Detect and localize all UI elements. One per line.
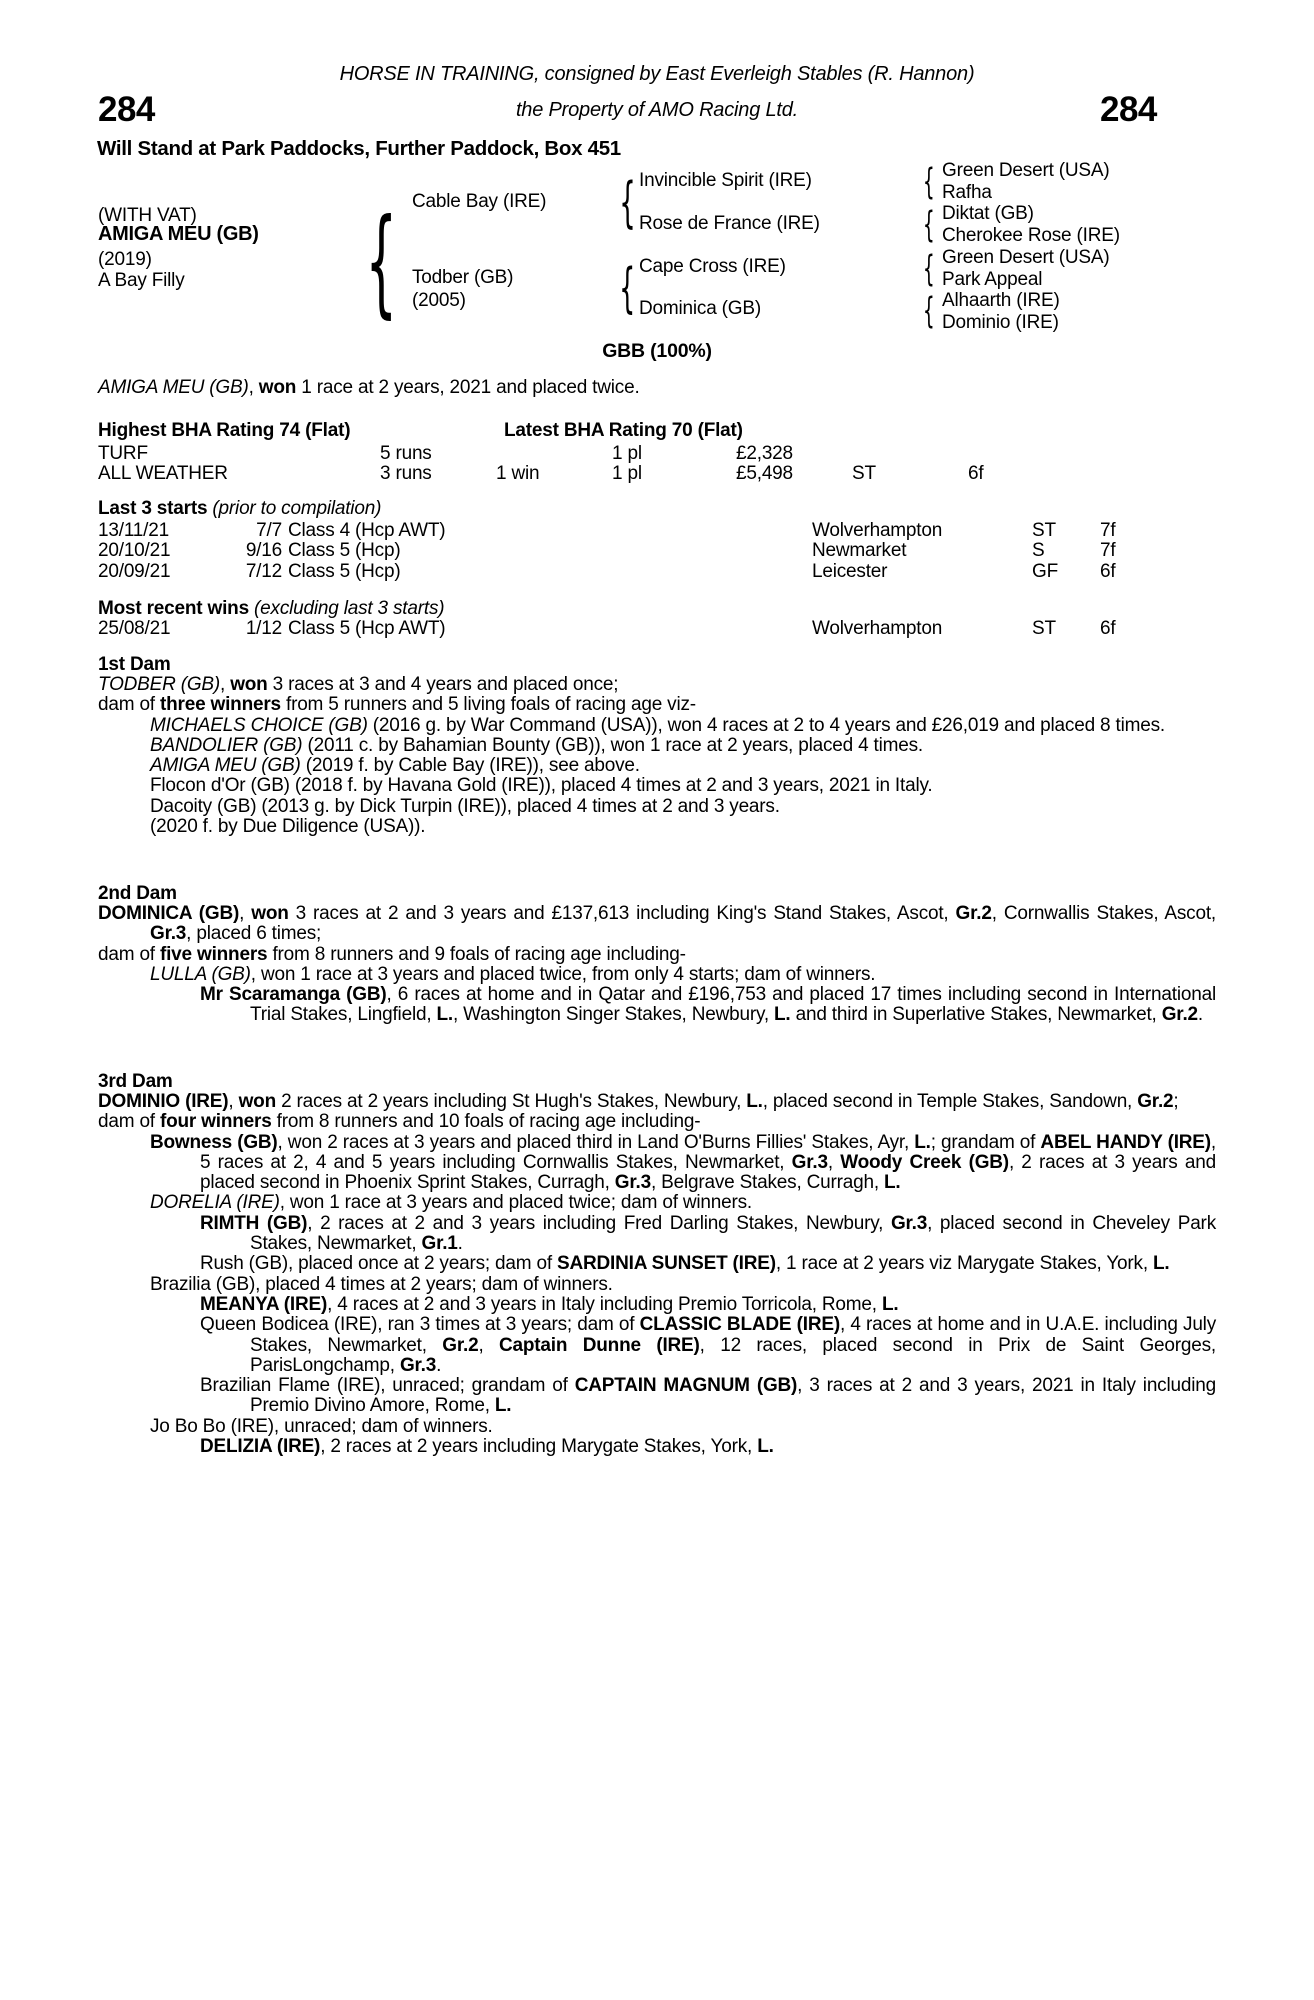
surface-cell: ALL WEATHER xyxy=(98,463,228,485)
text-run: won xyxy=(258,377,297,398)
text-run: Mr Scaramanga (GB) xyxy=(200,984,387,1006)
text-run: L. xyxy=(884,1172,901,1194)
text-run: , 2 races at 2 years including Marygate Stakes, York, xyxy=(320,1436,758,1458)
text-run: Brazilia (GB), placed 4 times at 2 years; dam of winners. xyxy=(150,1273,613,1295)
pedigree-brace: { xyxy=(923,290,935,332)
text-run: won xyxy=(230,674,268,695)
date-cell: 20/09/21 xyxy=(98,560,171,582)
going-cell: GF xyxy=(1032,560,1058,582)
pedigree-paragraph xyxy=(98,1193,1216,1213)
text-run: Gr.2 xyxy=(442,1334,479,1356)
course-cell: Newmarket xyxy=(812,540,907,562)
pedigree-brace: { xyxy=(923,161,935,203)
course-cell: Wolverhampton xyxy=(812,520,943,541)
text-run: SARDINIA SUNSET (IRE) xyxy=(557,1253,776,1275)
date-cell: 20/10/21 xyxy=(98,540,171,562)
text-run: RIMTH (GB) xyxy=(200,1212,308,1234)
text-run: , placed 6 times; xyxy=(186,923,322,945)
dam-dam-name: Dominica (GB) xyxy=(639,298,761,319)
horse-sex-colour: A Bay Filly xyxy=(98,270,185,291)
text-run: from 5 runners and 5 living foals of racing age viz- xyxy=(280,694,696,716)
text-run: four winners xyxy=(159,1111,272,1133)
position-cell: 7/7 xyxy=(256,520,282,541)
pedigree-brace: { xyxy=(618,257,636,319)
text-run: , xyxy=(478,1334,499,1356)
text-run: L. xyxy=(757,1436,774,1458)
position-cell: 1/12 xyxy=(245,618,282,639)
text-run: , xyxy=(239,903,252,924)
pedigree-paragraph xyxy=(98,716,1216,736)
text-run: five winners xyxy=(159,943,268,965)
text-run: and third in Superlative Stakes, Newmarket, xyxy=(790,1004,1162,1026)
pedigree-paragraph xyxy=(98,985,1216,1026)
text-run: Gr.3 xyxy=(890,1212,928,1234)
sire-dam-dam-name: Cherokee Rose (IRE) xyxy=(942,225,1120,246)
pedigree-paragraph xyxy=(98,756,1216,776)
ratings-row xyxy=(98,463,1228,483)
position-cell: 7/12 xyxy=(245,560,282,582)
distance-cell: 7f xyxy=(1100,540,1116,562)
text-run: MICHAELS CHOICE (GB) xyxy=(150,714,368,736)
text-run: (2011 c. by Bahamian Bounty (GB)), won 1 race at 2 years, placed 4 times. xyxy=(302,734,924,756)
pedigree-paragraph xyxy=(98,1214,1216,1255)
text-run: DOMINICA (GB) xyxy=(98,903,240,924)
text-run: ; grandam of xyxy=(930,1131,1041,1153)
text-run: , Washington Singer Stakes, Newbury, xyxy=(453,1004,775,1026)
text-run: , 4 races at home and in U.A.E. including July Stakes, Newmarket, xyxy=(250,1314,1217,1356)
lot-number-right: 284 xyxy=(1100,90,1157,129)
text-run: , xyxy=(827,1151,841,1173)
vat-note: (WITH VAT) xyxy=(98,205,197,226)
text-run: DORELIA (IRE) xyxy=(150,1192,280,1214)
text-run: dam of xyxy=(98,694,160,716)
ratings-row xyxy=(98,443,1228,463)
text-run: Captain Dunne (IRE) xyxy=(499,1334,700,1356)
dam-heading: 1st Dam xyxy=(98,654,171,675)
date-cell: 13/11/21 xyxy=(98,520,169,541)
distance-cell: 7f xyxy=(1100,520,1116,541)
dam-heading: 3rd Dam xyxy=(98,1071,173,1092)
text-run: Gr.2 xyxy=(955,903,992,924)
text-run: (2019 f. by Cable Bay (IRE)), see above. xyxy=(300,755,640,777)
text-run: AMIGA MEU (GB) xyxy=(150,755,301,777)
latest-rating-label: Latest BHA Rating 70 (Flat) xyxy=(504,420,743,441)
bha-ratings-heading xyxy=(98,420,1216,442)
text-run: , won 1 race at 3 years and placed twice, from only 4 starts; dam of winners. xyxy=(250,963,876,985)
text-run: LULLA (GB) xyxy=(150,963,251,985)
text-run: dam of xyxy=(98,1111,160,1133)
text-run: Gr.3 xyxy=(399,1354,437,1376)
pedigree-paragraph xyxy=(98,1254,1216,1274)
third-dam-section xyxy=(98,1071,1216,1457)
pedigree-paragraph xyxy=(98,1295,1216,1315)
last-starts-heading xyxy=(98,498,381,520)
text-run: won xyxy=(238,1091,276,1112)
pedigree-paragraph xyxy=(98,1376,1216,1417)
sire-sire-sire-name: Green Desert (USA) xyxy=(942,160,1110,181)
recent-wins-heading xyxy=(98,598,444,620)
text-run: Gr.3 xyxy=(150,923,187,945)
pedigree-brace: { xyxy=(923,204,935,246)
text-run: BANDOLIER (GB) xyxy=(150,734,303,756)
pedigree-paragraph xyxy=(98,817,1216,837)
pedigree-paragraph xyxy=(98,945,1216,965)
pedigree-paragraph xyxy=(98,1275,1216,1295)
text-run: (2016 g. by War Command (USA)), won 4 races at 2 to 4 years and £26,019 and placed 8 times. xyxy=(367,714,1165,736)
pedigree-paragraph xyxy=(98,695,1216,715)
class-cell: Class 5 (Hcp) xyxy=(288,540,401,562)
dam-year: (2005) xyxy=(412,290,466,311)
text-run: L. xyxy=(881,1293,899,1315)
last-starts-subtitle: (prior to compilation) xyxy=(207,498,382,519)
text-run: Bowness (GB) xyxy=(150,1131,278,1153)
text-run: TODBER (GB) xyxy=(98,674,221,695)
runs-cell: 3 runs xyxy=(380,463,432,485)
text-run: L. xyxy=(494,1395,512,1417)
going-cell: ST xyxy=(1032,618,1056,639)
class-cell: Class 4 (Hcp AWT) xyxy=(288,520,446,541)
lot-number-left: 284 xyxy=(98,90,155,129)
sire-dam-sire-name: Diktat (GB) xyxy=(942,203,1034,224)
text-run: , 5 races at 2, 4 and 5 years including Cornwallis Stakes, Newmarket, xyxy=(200,1131,1216,1173)
pedigree-paragraph xyxy=(98,1437,1216,1457)
text-run: Dacoity (GB) (2013 g. by Dick Turpin (IRE)), placed 4 times at 2 and 3 years. xyxy=(150,795,780,817)
pedigree-paragraph xyxy=(98,797,1216,817)
text-run: . xyxy=(1197,1004,1203,1026)
text-run: 3 races at 2 and 3 years and £137,613 including King's Stand Stakes, Ascot, xyxy=(288,903,956,924)
distance-cell: 6f xyxy=(1100,618,1116,639)
text-run: , 2 races at 3 years and placed second in Phoenix Sprint Stakes, Curragh, xyxy=(200,1151,1216,1194)
distance-cell: 6f xyxy=(1100,560,1116,582)
text-run: , xyxy=(220,674,231,695)
owner-line: the Property of AMO Racing Ltd. xyxy=(515,99,799,121)
text-run: Jo Bo Bo (IRE), unraced; dam of winners. xyxy=(150,1415,493,1437)
text-run: 1 race at 2 years, 2021 and placed twice. xyxy=(296,377,640,398)
earnings-cell: £5,498 xyxy=(736,463,793,485)
text-run: from 8 runners and 10 foals of racing age including- xyxy=(271,1111,701,1133)
second-dam-section xyxy=(98,883,1216,1026)
text-run: L. xyxy=(746,1091,763,1112)
pedigree-paragraph xyxy=(98,904,1216,945)
dam-sire-dam-name: Park Appeal xyxy=(942,269,1043,290)
places-cell: 1 pl xyxy=(612,443,642,464)
places-cell: 1 pl xyxy=(612,463,642,485)
text-run: . xyxy=(457,1233,463,1255)
text-run: ABEL HANDY (IRE) xyxy=(1040,1131,1211,1153)
text-run: Queen Bodicea (IRE), ran 3 times at 3 years; dam of xyxy=(200,1314,640,1336)
text-run: AMIGA MEU (GB) xyxy=(98,377,249,398)
course-cell: Wolverhampton xyxy=(812,618,943,639)
pedigree-paragraph xyxy=(98,1092,1216,1112)
position-cell: 9/16 xyxy=(245,540,282,562)
class-cell: Class 5 (Hcp AWT) xyxy=(288,618,446,639)
wins-cell: 1 win xyxy=(496,463,540,485)
going-cell: ST xyxy=(852,463,876,485)
pedigree-paragraph xyxy=(98,736,1216,756)
going-cell: S xyxy=(1032,540,1045,562)
pedigree-paragraph xyxy=(98,1315,1216,1376)
recent-wins-table xyxy=(98,618,1228,638)
dam-name: Todber (GB) xyxy=(412,267,514,288)
text-run: three winners xyxy=(159,694,281,716)
dam-dam-dam-name: Dominio (IRE) xyxy=(942,312,1059,333)
first-dam-section xyxy=(98,654,1216,837)
dam-sire-name: Cape Cross (IRE) xyxy=(639,256,786,277)
horse-name: AMIGA MEU (GB) xyxy=(98,223,259,245)
highest-rating-label: Highest BHA Rating 74 (Flat) xyxy=(98,420,351,441)
text-run: Gr.1 xyxy=(421,1233,458,1255)
dam-dam-sire-name: Alhaarth (IRE) xyxy=(942,290,1060,311)
pedigree-brace: { xyxy=(923,248,935,290)
text-run: 2 races at 2 years including St Hugh's Stakes, Newbury, xyxy=(275,1091,747,1112)
text-run: dam of xyxy=(98,943,160,965)
text-run: L. xyxy=(774,1004,791,1026)
text-run: DOMINIO (IRE) xyxy=(98,1091,229,1112)
text-run: MEANYA (IRE) xyxy=(200,1293,328,1315)
class-cell: Class 5 (Hcp) xyxy=(288,560,401,582)
pedigree-paragraph xyxy=(98,1112,1216,1132)
dam-sire-sire-name: Green Desert (USA) xyxy=(942,247,1110,268)
sire-sire-dam-name: Rafha xyxy=(942,182,992,203)
consignor-line: HORSE IN TRAINING, consigned by East Everleigh Stables (R. Hannon) xyxy=(339,63,975,85)
runs-cell: 5 runs xyxy=(380,443,432,464)
text-run: Rush (GB), placed once at 2 years; dam of xyxy=(200,1253,557,1275)
sire-dam-name: Rose de France (IRE) xyxy=(639,213,820,234)
text-run: , 2 races at 2 and 3 years including Fred Darling Stakes, Newbury, xyxy=(307,1212,891,1234)
last-starts-title: Last 3 starts xyxy=(98,498,208,519)
text-run: Gr.3 xyxy=(614,1172,651,1194)
text-run: , 1 race at 2 years viz Marygate Stakes, York, xyxy=(775,1253,1154,1275)
text-run: Woody Creek (GB) xyxy=(840,1151,1009,1173)
course-cell: Leicester xyxy=(812,560,888,582)
pedigree-paragraph xyxy=(98,675,1216,695)
table-row xyxy=(98,561,1228,581)
text-run: , xyxy=(228,1091,239,1112)
recent-wins-title: Most recent wins xyxy=(98,598,249,619)
recent-wins-subtitle: (excluding last 3 starts) xyxy=(248,598,445,619)
text-run: , won 2 races at 3 years and placed third in Land O'Burns Fillies' Stakes, Ayr, xyxy=(277,1131,915,1153)
text-run: , 3 races at 2 and 3 years, 2021 in Italy including Premio Divino Amore, Rome, xyxy=(250,1375,1216,1417)
text-run: (2020 f. by Due Diligence (USA)). xyxy=(150,816,426,838)
table-row xyxy=(98,540,1228,560)
last-starts-table xyxy=(98,520,1228,581)
pedigree-paragraph xyxy=(98,776,1216,796)
stand-location-line: Will Stand at Park Paddocks, Further Paddock, Box 451 xyxy=(97,137,621,160)
pedigree-paragraph xyxy=(98,1133,1216,1194)
text-run: Flocon d'Or (GB) (2018 f. by Havana Gold (IRE)), placed 4 times at 2 and 3 years, 2021 in Italy. xyxy=(150,775,933,797)
text-run: from 8 runners and 9 foals of racing age including- xyxy=(267,943,686,965)
sire-name: Cable Bay (IRE) xyxy=(412,191,547,212)
text-run: CAPTAIN MAGNUM (GB) xyxy=(574,1375,798,1397)
ratings-table xyxy=(98,443,1228,484)
text-run: , 4 races at 2 and 3 years in Italy including Premio Torricola, Rome, xyxy=(327,1293,882,1315)
text-run: CLASSIC BLADE (IRE) xyxy=(639,1314,840,1336)
dam-heading: 2nd Dam xyxy=(98,883,177,904)
surface-cell: TURF xyxy=(98,443,148,464)
text-run: , Cornwallis Stakes, Ascot, xyxy=(991,903,1216,924)
pedigree-brace: { xyxy=(365,194,397,330)
gbb-line: GBB (100%) xyxy=(602,340,712,362)
text-run: Gr.2 xyxy=(1137,1091,1174,1112)
text-run: , won 1 race at 3 years and placed twice; dam of winners. xyxy=(279,1192,753,1214)
text-run: Gr.2 xyxy=(1161,1004,1198,1026)
date-cell: 25/08/21 xyxy=(98,618,171,639)
text-run: , xyxy=(248,377,259,398)
pedigree-paragraph xyxy=(98,1417,1216,1437)
going-cell: ST xyxy=(1032,520,1056,541)
race-record-line xyxy=(98,377,1216,399)
text-run: L. xyxy=(436,1004,453,1026)
table-row xyxy=(98,520,1228,540)
sire-sire-name: Invincible Spirit (IRE) xyxy=(639,170,812,191)
text-run: won xyxy=(251,903,289,924)
text-run: DELIZIA (IRE) xyxy=(200,1436,321,1458)
text-run: , 12 races, placed second in Prix de Saint Georges, ParisLongchamp, xyxy=(250,1334,1216,1376)
text-run: 3 races at 3 and 4 years and placed once; xyxy=(267,674,619,695)
horse-year: (2019) xyxy=(98,249,152,270)
text-run: Gr.3 xyxy=(791,1151,828,1173)
pedigree-paragraph xyxy=(98,965,1216,985)
text-run: , placed second in Cheveley Park Stakes, Newmarket, xyxy=(250,1212,1216,1255)
text-run: , placed second in Temple Stakes, Sandown, xyxy=(762,1091,1138,1112)
pedigree-brace: { xyxy=(618,171,636,234)
text-run: Brazilian Flame (IRE), unraced; grandam of xyxy=(200,1375,575,1397)
text-run: ; xyxy=(1173,1091,1179,1112)
text-run: . xyxy=(436,1354,442,1376)
text-run: , 6 races at home and in Qatar and £196,753 and placed 17 times including second in International Trial Stakes, Lingfield, xyxy=(250,984,1217,1026)
earnings-cell: £2,328 xyxy=(736,443,793,464)
text-run: L. xyxy=(914,1131,931,1153)
table-row xyxy=(98,618,1228,638)
text-run: , Belgrave Stakes, Curragh, xyxy=(650,1172,885,1194)
text-run: L. xyxy=(1153,1253,1170,1275)
distance-cell: 6f xyxy=(968,463,984,485)
